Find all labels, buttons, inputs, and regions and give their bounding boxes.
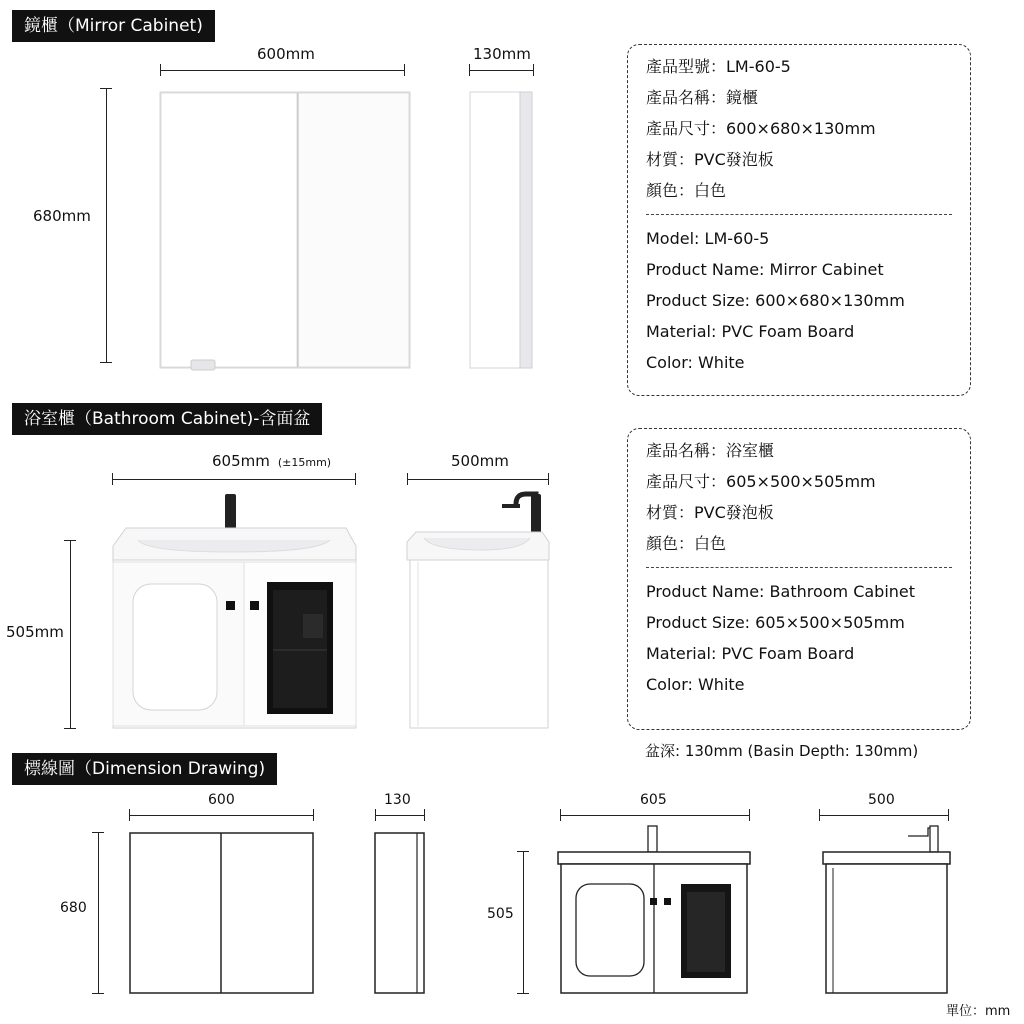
drawing-cabinet-width-label: 605: [640, 792, 667, 808]
cabinet-spec-zh-size: 產品尺寸：605×500×505mm: [646, 472, 876, 491]
cabinet-depth-dimension-line: [408, 479, 548, 480]
cabinet-width-dimension-line: [113, 479, 355, 480]
cabinet-spec-box: [627, 428, 971, 730]
basin-depth-note: 盆深: 130mm (Basin Depth: 130mm): [645, 742, 919, 760]
mirror-depth-label: 130mm: [473, 45, 531, 63]
cabinet-width-label: [212, 452, 331, 470]
mirror-cabinet-front-illustration: [155, 88, 415, 373]
drawing-cabinet-height-label: 505: [487, 906, 514, 922]
cabinet-spec-zh-name: 產品名稱：浴室櫃: [646, 441, 775, 460]
drawing-mirror-width-line: [130, 815, 313, 816]
drawing-cabinet-front: [553, 820, 758, 1000]
cabinet-spec-en-color: Color: White: [646, 675, 745, 694]
mirror-spec-zh-name: 產品名稱：鏡櫃: [646, 88, 759, 107]
bathroom-cabinet-front-illustration: [108, 490, 363, 735]
mirror-spec-divider: [646, 214, 952, 215]
cabinet-width-value: 605mm: [212, 452, 270, 470]
mirror-spec-zh-material: 材質：PVC發泡板: [646, 150, 774, 169]
drawing-cabinet-side: [818, 820, 958, 1000]
mirror-spec-zh-size: 產品尺寸：600×680×130mm: [646, 119, 876, 138]
mirror-spec-en-color: Color: White: [646, 353, 745, 372]
mirror-width-label: 600mm: [257, 45, 315, 63]
drawing-cabinet-depth-label: 500: [868, 792, 895, 808]
drawing-mirror-depth-line: [376, 815, 424, 816]
mirror-cabinet-side-illustration: [466, 88, 538, 373]
drawing-mirror-side: [370, 828, 432, 1000]
drawing-cabinet-height-line: [523, 852, 524, 993]
bathroom-cabinet-side-illustration: [402, 490, 557, 735]
mirror-spec-zh-color: 顏色：白色: [646, 181, 727, 200]
mirror-spec-zh-model: 產品型號：LM-60-5: [646, 57, 791, 76]
unit-note: 單位：mm: [946, 1004, 1011, 1019]
drawing-cabinet-depth-line: [820, 815, 948, 816]
drawing-mirror-depth-label: 130: [384, 792, 411, 808]
mirror-depth-dimension-line: [470, 70, 533, 71]
cabinet-height-label: 505mm: [6, 623, 64, 641]
drawing-mirror-height-label: 680: [60, 900, 87, 916]
cabinet-spec-zh-color: 顏色：白色: [646, 534, 727, 553]
bathroom-section-title: 浴室櫃（Bathroom Cabinet)‑含面盆: [12, 403, 322, 435]
cabinet-spec-divider: [646, 567, 952, 568]
cabinet-spec-zh-material: 材質：PVC發泡板: [646, 503, 774, 522]
mirror-spec-box: [627, 44, 971, 396]
drawing-mirror-front: [125, 828, 320, 1000]
cabinet-depth-label: 500mm: [451, 452, 509, 470]
cabinet-spec-en-name: Product Name: Bathroom Cabinet: [646, 582, 916, 601]
mirror-height-label: 680mm: [33, 207, 91, 225]
mirror-spec-en-material: Material: PVC Foam Board: [646, 322, 855, 341]
mirror-spec-en-model: Model: LM-60-5: [646, 229, 770, 248]
drawing-cabinet-width-line: [561, 815, 749, 816]
mirror-height-dimension-line: [106, 89, 107, 362]
cabinet-height-dimension-line: [70, 541, 71, 728]
drawing-mirror-width-label: 600: [208, 792, 235, 808]
mirror-spec-en-name: Product Name: Mirror Cabinet: [646, 260, 884, 279]
drawing-mirror-height-line: [98, 833, 99, 993]
mirror-spec-en-size: Product Size: 600×680×130mm: [646, 291, 905, 310]
drawing-section-title: 標線圖（Dimension Drawing): [12, 753, 277, 785]
mirror-section-title: 鏡櫃（Mirror Cabinet): [12, 10, 215, 42]
cabinet-spec-en-size: Product Size: 605×500×505mm: [646, 613, 905, 632]
cabinet-spec-en-material: Material: PVC Foam Board: [646, 644, 855, 663]
cabinet-width-tolerance: (±15mm): [277, 456, 332, 469]
mirror-width-dimension-line: [161, 70, 404, 71]
